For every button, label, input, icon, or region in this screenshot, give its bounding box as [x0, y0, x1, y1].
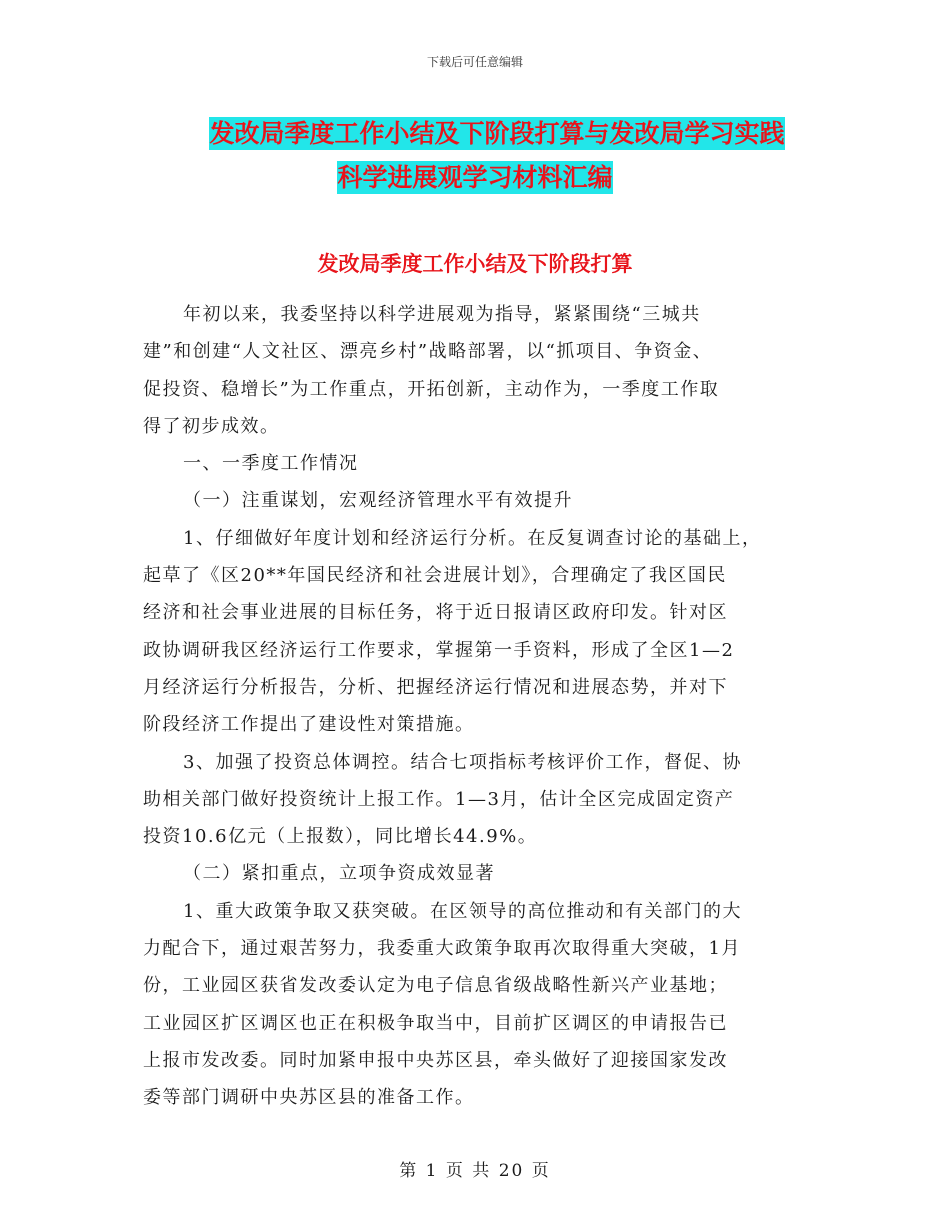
subheading-line: （一）注重谋划，宏观经济管理水平有效提升: [183, 490, 573, 512]
paragraph-line: 投资10.6亿元（上报数），同比增长44.9%。: [143, 826, 538, 848]
paragraph-line: 年初以来，我委坚持以科学进展观为指导，紧紧围绕“三城共: [183, 304, 701, 325]
body-text: [143, 296, 823, 1117]
page-number-footer: 第 1 页 共 20 页: [399, 1161, 551, 1181]
title-text-2: 科学进展观学习材料汇编: [337, 163, 613, 192]
paragraph-line: 上报市发改委。同时加紧申报中央苏区县，牵头做好了迎接国家发改: [143, 1049, 728, 1071]
paragraph-line: 委等部门调研中央苏区县的准备工作。: [143, 1087, 475, 1109]
paragraph-line: 经济和社会事业进展的目标任务，将于近日报请区政府印发。针对区: [143, 602, 728, 624]
paragraph-line: 起草了《区20**年国民经济和社会进展计划》，合理确定了我区国民: [143, 565, 727, 587]
paragraph-line: 1、重大政策争取又获突破。在区领导的高位推动和有关部门的大: [183, 900, 742, 922]
paragraph-line: 月经济运行分析报告，分析、把握经济运行情况和进展态势，并对下: [143, 676, 728, 698]
paragraph-line: 阶段经济工作提出了建设性对策措施。: [143, 714, 475, 736]
paragraph-line: 政协调研我区经济运行工作要求，掌握第一手资料，形成了全区1—2: [143, 639, 735, 661]
paragraph-line: 份，工业园区获省发改委认定为电子信息省级战略性新兴产业基地；: [143, 975, 728, 997]
title-text-1: 发改局季度工作小结及下阶段打算与发改局学习实践: [209, 119, 785, 148]
paragraph-line: 促投资、稳增长”为工作重点，开拓创新，主动作为，一季度工作取: [143, 378, 720, 400]
subheading-line: （二）紧扣重点，立项争资成效显著: [183, 863, 495, 885]
heading-line: 一、一季度工作情况: [183, 453, 359, 475]
paragraph-line: 建”和创建“人文社区、漂亮乡村”战略部署，以“抓项目、争资金、: [143, 341, 713, 363]
paragraph-line: 得了初步成效。: [143, 415, 280, 437]
section-title: 发改局季度工作小结及下阶段打算: [317, 252, 633, 276]
document-title-line-2: [0, 158, 950, 194]
document-title-line-1: [22, 114, 950, 150]
paragraph-line: 工业园区扩区调区也正在积极争取当中，目前扩区调区的申请报告已: [143, 1012, 728, 1034]
page-header: 下载后可任意编辑: [426, 55, 523, 69]
paragraph-line: 3、加强了投资总体调控。结合七项指标考核评价工作，督促、协: [183, 751, 742, 773]
paragraph-line: 力配合下，通过艰苦努力，我委重大政策争取再次取得重大突破，1月: [143, 938, 741, 960]
paragraph-line: 1、仔细做好年度计划和经济运行分析。在反复调查讨论的基础上，: [183, 527, 762, 549]
paragraph-line: 助相关部门做好投资统计上报工作。1—3月，估计全区完成固定资产: [143, 788, 735, 810]
